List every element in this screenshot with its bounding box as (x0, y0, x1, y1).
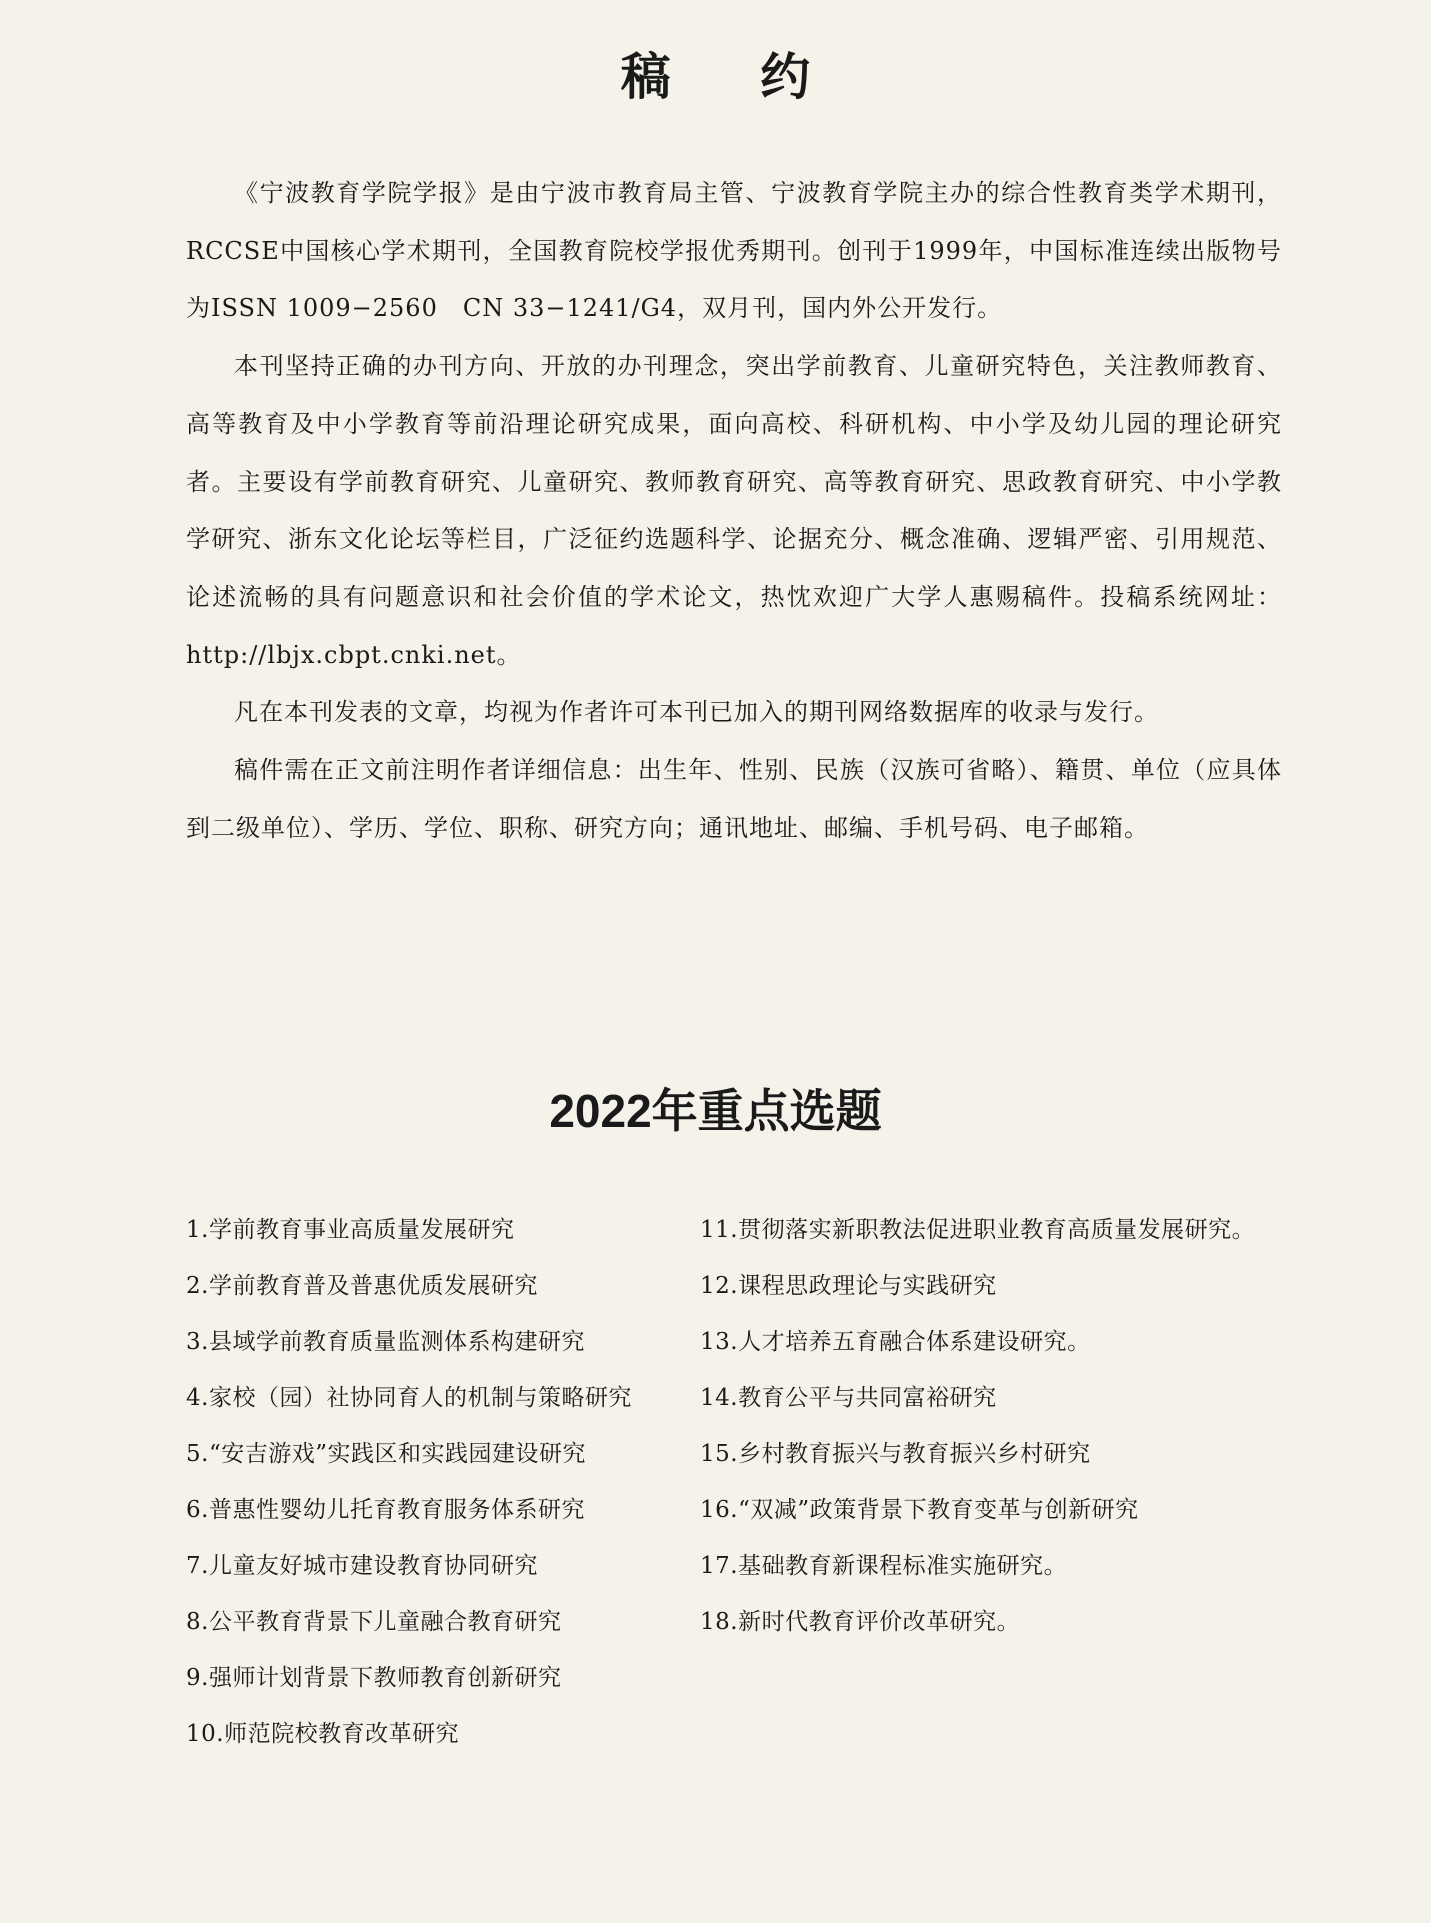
list-item: 2.学前教育普及普惠优质发展研究 (186, 1273, 538, 1299)
list-item: 1.学前教育事业高质量发展研究 (186, 1217, 515, 1243)
paragraph-scope: 本刊坚持正确的办刊方向、开放的办刊理念，突出学前教育、儿童研究特色，关注教师教育、高等教育及中小学教育等前沿理论研究成果，面向高校、科研机构、中小学及幼儿园的理论研究者。主要设有学前教育研究、儿童研究、教师教育研究、高等教育研究、思政教育研究、中小学教学研究、浙东文化论坛等栏目，广泛征约选题科学、论据充分、概念准确、逻辑严密、引用规范、论述流畅的具有问题意识和社会价值的学术论文，热忱欢迎广大学人惠赐稿件。投稿系统网址：http://lbjx.cbpt.cnki.net。 (186, 352, 1282, 669)
paragraph-copyright: 凡在本刊发表的文章，均视为作者许可本刊已加入的期刊网络数据库的收录与发行。 (234, 698, 1159, 727)
topics-list-right (700, 1202, 1255, 1650)
list-item: 3.县域学前教育质量监测体系构建研究 (186, 1329, 585, 1355)
list-item: 12.课程思政理论与实践研究 (700, 1273, 997, 1299)
paragraph-intro: 《宁波教育学院学报》是由宁波市教育局主管、宁波教育学院主办的综合性教育类学术期刊，RCCSE中国核心学术期刊，全国教育院校学报优秀期刊。创刊于1999年，中国标准连续出版物号为ISSN 1009−2560 CN 33−1241/G4，双月刊，国内外公开发行。 (186, 179, 1282, 323)
list-item: 9.强师计划背景下教师教育创新研究 (186, 1665, 562, 1691)
list-item: 14.教育公平与共同富裕研究 (700, 1385, 997, 1411)
list-item: 6.普惠性婴幼儿托育教育服务体系研究 (186, 1497, 585, 1523)
page-title: 稿 约 (620, 48, 847, 106)
list-item: 17.基础教育新课程标准实施研究。 (700, 1553, 1068, 1579)
list-item: 11.贯彻落实新职教法促进职业教育高质量发展研究。 (700, 1217, 1256, 1243)
call-for-papers-body (186, 165, 1282, 857)
topics-title: 2022年重点选题 (549, 1085, 882, 1137)
list-item: 18.新时代教育评价改革研究。 (700, 1609, 1021, 1635)
list-item: 13.人才培养五育融合体系建设研究。 (700, 1329, 1091, 1355)
list-item: 10.师范院校教育改革研究 (186, 1721, 460, 1747)
list-item: 4.家校（园）社协同育人的机制与策略研究 (186, 1385, 632, 1411)
topics-list-left (186, 1202, 632, 1762)
list-item: 5.“安吉游戏”实践区和实践园建设研究 (186, 1441, 586, 1467)
list-item: 16.“双减”政策背景下教育变革与创新研究 (700, 1497, 1139, 1523)
list-item: 15.乡村教育振兴与教育振兴乡村研究 (700, 1441, 1091, 1467)
list-item: 8.公平教育背景下儿童融合教育研究 (186, 1609, 562, 1635)
paragraph-author-info: 稿件需在正文前注明作者详细信息：出生年、性别、民族（汉族可省略）、籍贯、单位（应具体到二级单位）、学历、学位、职称、研究方向；通讯地址、邮编、手机号码、电子邮箱。 (186, 756, 1282, 842)
list-item: 7.儿童友好城市建设教育协同研究 (186, 1553, 538, 1579)
